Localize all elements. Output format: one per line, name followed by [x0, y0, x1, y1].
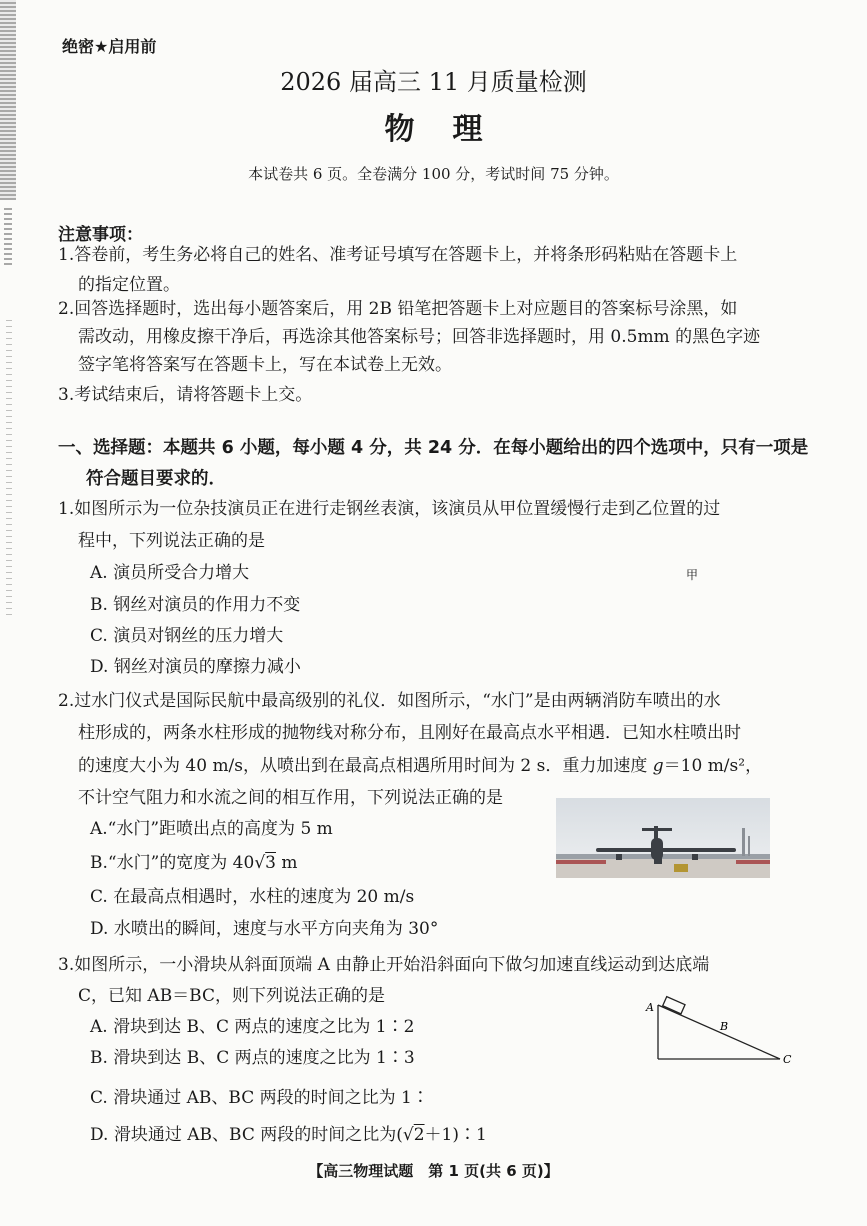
question-1-stem: 1.如图所示为一位杂技演员正在进行走钢丝表演，该演员从甲位置缓慢行走到乙位置的过 — [58, 499, 721, 519]
question-3-option-b: B. 滑块到达 B、C 两点的速度之比为 1∶3 — [90, 1048, 415, 1068]
note-3: 3.考试结束后，请将答题卡上交。 — [58, 385, 313, 405]
gravity-symbol: g — [652, 756, 664, 776]
scan-edge-mark — [4, 205, 12, 265]
note-2-cont: 需改动，用橡皮擦干净后，再选涂其他答案标号；回答非选择题时，用 0.5mm 的黑色字迹 — [78, 327, 761, 347]
point-a-label: A — [646, 1001, 654, 1014]
note-2-cont: 签字笔将答案写在答题卡上，写在本试卷上无效。 — [78, 355, 452, 375]
question-2-stem-cont: 柱形成的，两条水柱形成的抛物线对称分布，且刚好在最高点水平相遇．已知水柱喷出时 — [78, 723, 741, 743]
exam-info: 本试卷共 6 页。全卷满分 100 分，考试时间 75 分钟。 — [248, 165, 619, 183]
note-1: 1.答卷前，考生务必将自己的姓名、准考证号填写在答题卡上，并将条形码粘贴在答题卡上 — [58, 245, 738, 265]
question-2-option-c: C. 在最高点相遇时，水柱的速度为 20 m/s — [90, 887, 415, 907]
question-2-stem-cont: 的速度大小为 40 m/s，从喷出到在最高点相遇所用时间为 2 s．重力加速度 g＝10 m/s²， — [78, 756, 763, 776]
question-1-stem-cont: 程中，下列说法正确的是 — [78, 531, 265, 551]
question-3-option-d: D. 滑块通过 AB、BC 两段的时间之比为(√2＋1)∶1 — [90, 1125, 487, 1145]
exam-title: 2026 届高三 11 月质量检测 — [280, 68, 587, 96]
incline-diagram — [640, 995, 800, 1067]
question-1-option-d: D. 钢丝对演员的摩擦力减小 — [90, 657, 301, 677]
confidential-label: 绝密★启用前 — [62, 37, 157, 56]
question-2-option-d: D. 水喷出的瞬间，速度与水平方向夹角为 30° — [90, 919, 439, 939]
question-3-option-c: C. 滑块通过 AB、BC 两段的时间之比为 1∶ — [90, 1088, 429, 1108]
sqrt-symbol: √ — [402, 1125, 414, 1145]
sqrt-symbol: √ — [254, 853, 266, 873]
question-1-option-a: A. 演员所受合力增大 — [90, 563, 250, 583]
note-2: 2.回答选择题时，选出每小题答案后，用 2B 铅笔把答题卡上对应题目的答案标号涂黑，如 — [58, 299, 738, 319]
question-3-stem-cont: C，已知 AB＝BC，则下列说法正确的是 — [78, 986, 385, 1006]
question-3-option-a: A. 滑块到达 B、C 两点的速度之比为 1∶2 — [90, 1017, 415, 1037]
notes-heading: 注意事项： — [58, 225, 143, 245]
question-3-stem: 3.如图所示，一小滑块从斜面顶端 A 由静止开始沿斜面向下做匀加速直线运动到达底端 — [58, 955, 710, 975]
subject-title: 物理 — [384, 112, 521, 147]
incline-slope — [658, 1005, 780, 1059]
page-footer: 【高三物理试题 第 1 页(共 6 页)】 — [308, 1162, 559, 1180]
water-gate-photo — [556, 798, 770, 878]
point-b-label: B — [720, 1020, 729, 1033]
section-heading-cont: 符合题目要求的． — [86, 469, 226, 489]
question-1-option-c: C. 演员对钢丝的压力增大 — [90, 626, 284, 646]
question-2-option-a: A.“水门”距喷出点的高度为 5 m — [90, 819, 333, 839]
point-c-label: C — [783, 1053, 792, 1066]
note-1-cont: 的指定位置。 — [78, 275, 180, 295]
scan-edge-mark — [6, 315, 12, 615]
question-2-option-b: B.“水门”的宽度为 40√3 m — [90, 853, 298, 873]
question-2-stem: 2.过水门仪式是国际民航中最高级别的礼仪．如图所示，“水门”是由两辆消防车喷出的水 — [58, 691, 721, 711]
question-1-option-b: B. 钢丝对演员的作用力不变 — [90, 595, 301, 615]
slider-block — [663, 997, 685, 1014]
section-heading: 一、选择题：本题共 6 小题，每小题 4 分，共 24 分．在每小题给出的四个选项中，只有一项是 — [58, 438, 809, 458]
question-2-stem-cont: 不计空气阻力和水流之间的相互作用，下列说法正确的是 — [78, 788, 503, 808]
figure-label-jia: 甲 — [686, 568, 699, 582]
